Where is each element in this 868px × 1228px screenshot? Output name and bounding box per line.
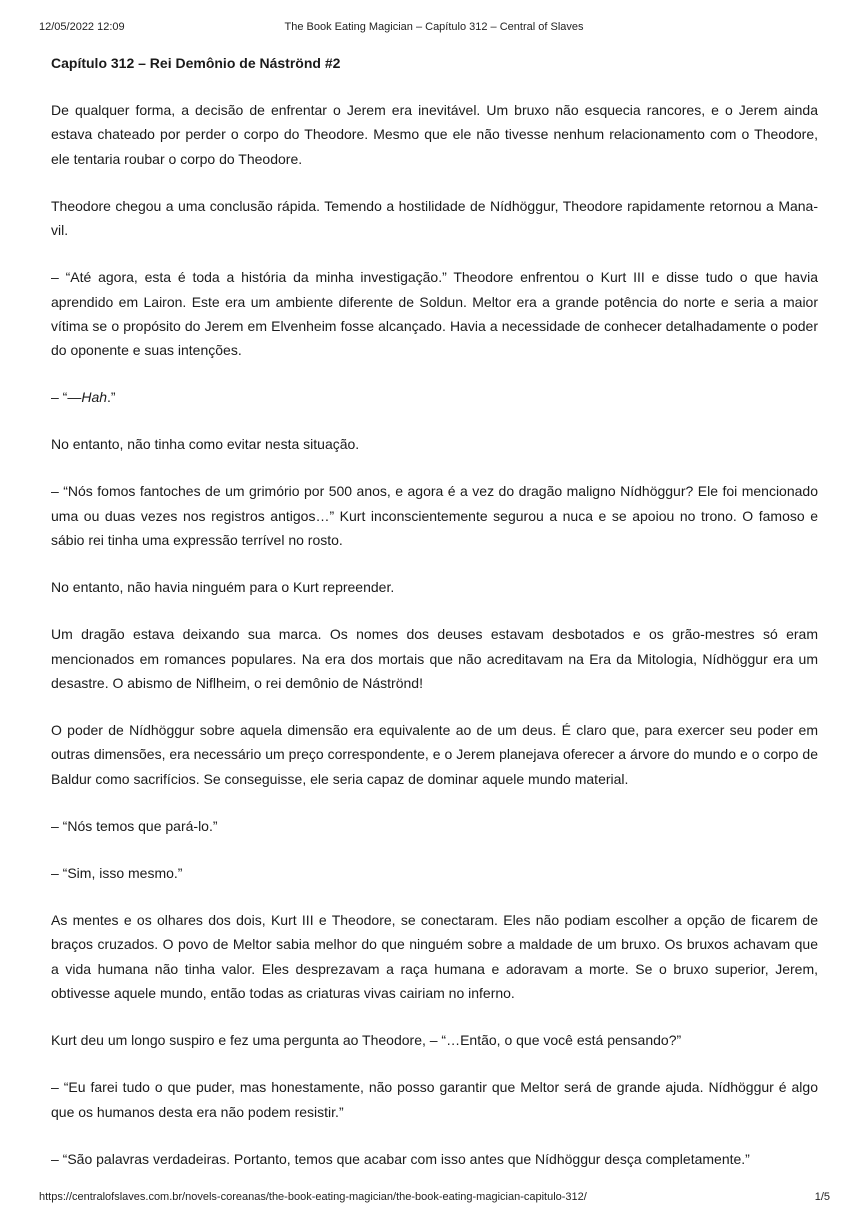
- paragraph: No entanto, não tinha como evitar nesta situação.: [51, 436, 360, 453]
- paragraph: Theodore chegou a uma conclusão rápida. Temendo a hostilidade de Nídhöggur, Theodore rapidamente retornou a Mana-vil.: [51, 197, 818, 239]
- paragraph: No entanto, não havia ninguém para o Kurt repreender.: [51, 579, 395, 596]
- paragraph: De qualquer forma, a decisão de enfrentar o Jerem era inevitável. Um bruxo não esquecia rancores, e o Jerem ainda estava chateado por perder o corpo do Theodore. Mesmo que ele não tivesse nenhum relacionamento com o Theodore, ele tentaria roubar o corpo do Theodore.: [51, 102, 818, 167]
- paragraph-hah: [51, 385, 818, 409]
- chapter-title: Capítulo 312 – Rei Demônio de Náströnd #2: [51, 55, 341, 71]
- print-page-title: The Book Eating Magician – Capítulo 312 – Central of Slaves: [284, 21, 584, 33]
- hah-italic: Hah: [81, 389, 108, 406]
- paragraph: – “Eu farei tudo o que puder, mas honestamente, não posso garantir que Meltor será de grande ajuda. Nídhöggur é algo que os humanos desta era não podem resistir.”: [51, 1079, 818, 1120]
- hah-prefix: – “—: [51, 389, 82, 406]
- print-datetime: 12/05/2022 12:09: [39, 21, 125, 33]
- hah-suffix: .”: [107, 389, 116, 406]
- print-source-url: https://centralofslaves.com.br/novels-coreanas/the-book-eating-magician/the-book-eating-magician-capitulo-312/: [39, 1191, 587, 1203]
- paragraph: – “Até agora, esta é toda a história da minha investigação.” Theodore enfrentou o Kurt III e disse tudo o que havia aprendido em Lairon. Este era um ambiente diferente de Soldun. Meltor era a grande potência do norte e seria a maior vítima se o propósito do Jerem em Elvenheim fosse alcançado. Havia a necessidade de conhecer detalhadamente o poder do oponente e suas intenções.: [51, 269, 818, 359]
- page-number: 1/5: [814, 1191, 830, 1203]
- paragraph: Um dragão estava deixando sua marca. Os nomes dos deuses estavam desbotados e os grão-mestres só eram mencionados em romances populares. Na era dos mortais que não acreditavam na Era da Mitologia, Nídhöggur era um desastre. O abismo de Niflheim, o rei demônio de Náströnd!: [51, 626, 818, 692]
- paragraph: – “Nós temos que pará-lo.”: [51, 817, 218, 834]
- paragraph: O poder de Nídhöggur sobre aquela dimensão era equivalente ao de um deus. É claro que, para exercer seu poder em outras dimensões, era necessário um preço correspondente, e o Jerem planejava oferecer a árvore do mundo e o corpo de Baldur como sacrifícios. Se conseguisse, ele seria capaz de dominar aquele mundo material.: [51, 722, 818, 787]
- paragraph: – “Sim, isso mesmo.”: [51, 864, 183, 881]
- paragraph: – “Nós fomos fantoches de um grimório por 500 anos, e agora é a vez do dragão maligno Nídhöggur? Ele foi mencionado uma ou duas vezes nos registros antigos…” Kurt inconscientemente segurou a nuca e se apoiou no trono. O famoso e sábio rei tinha uma expressão terrível no rosto.: [51, 483, 818, 549]
- paragraph: Kurt deu um longo suspiro e fez uma pergunta ao Theodore, – “…Então, o que você está pensando?”: [51, 1032, 682, 1049]
- paragraph: – “São palavras verdadeiras. Portanto, temos que acabar com isso antes que Nídhöggur desça completamente.”: [51, 1150, 750, 1167]
- chapter-content: [51, 54, 818, 1171]
- paragraph: As mentes e os olhares dos dois, Kurt III e Theodore, se conectaram. Eles não podiam escolher a opção de ficarem de braços cruzados. O povo de Meltor sabia melhor do que ninguém sobre a maldade de um bruxo. Os bruxos achavam que a vida humana não tinha valor. Eles desprezavam a raça humana e adoravam a morte. Se o bruxo superior, Jerem, obtivesse aquele mundo, então todas as criaturas vivas cairiam no inferno.: [51, 911, 818, 1002]
